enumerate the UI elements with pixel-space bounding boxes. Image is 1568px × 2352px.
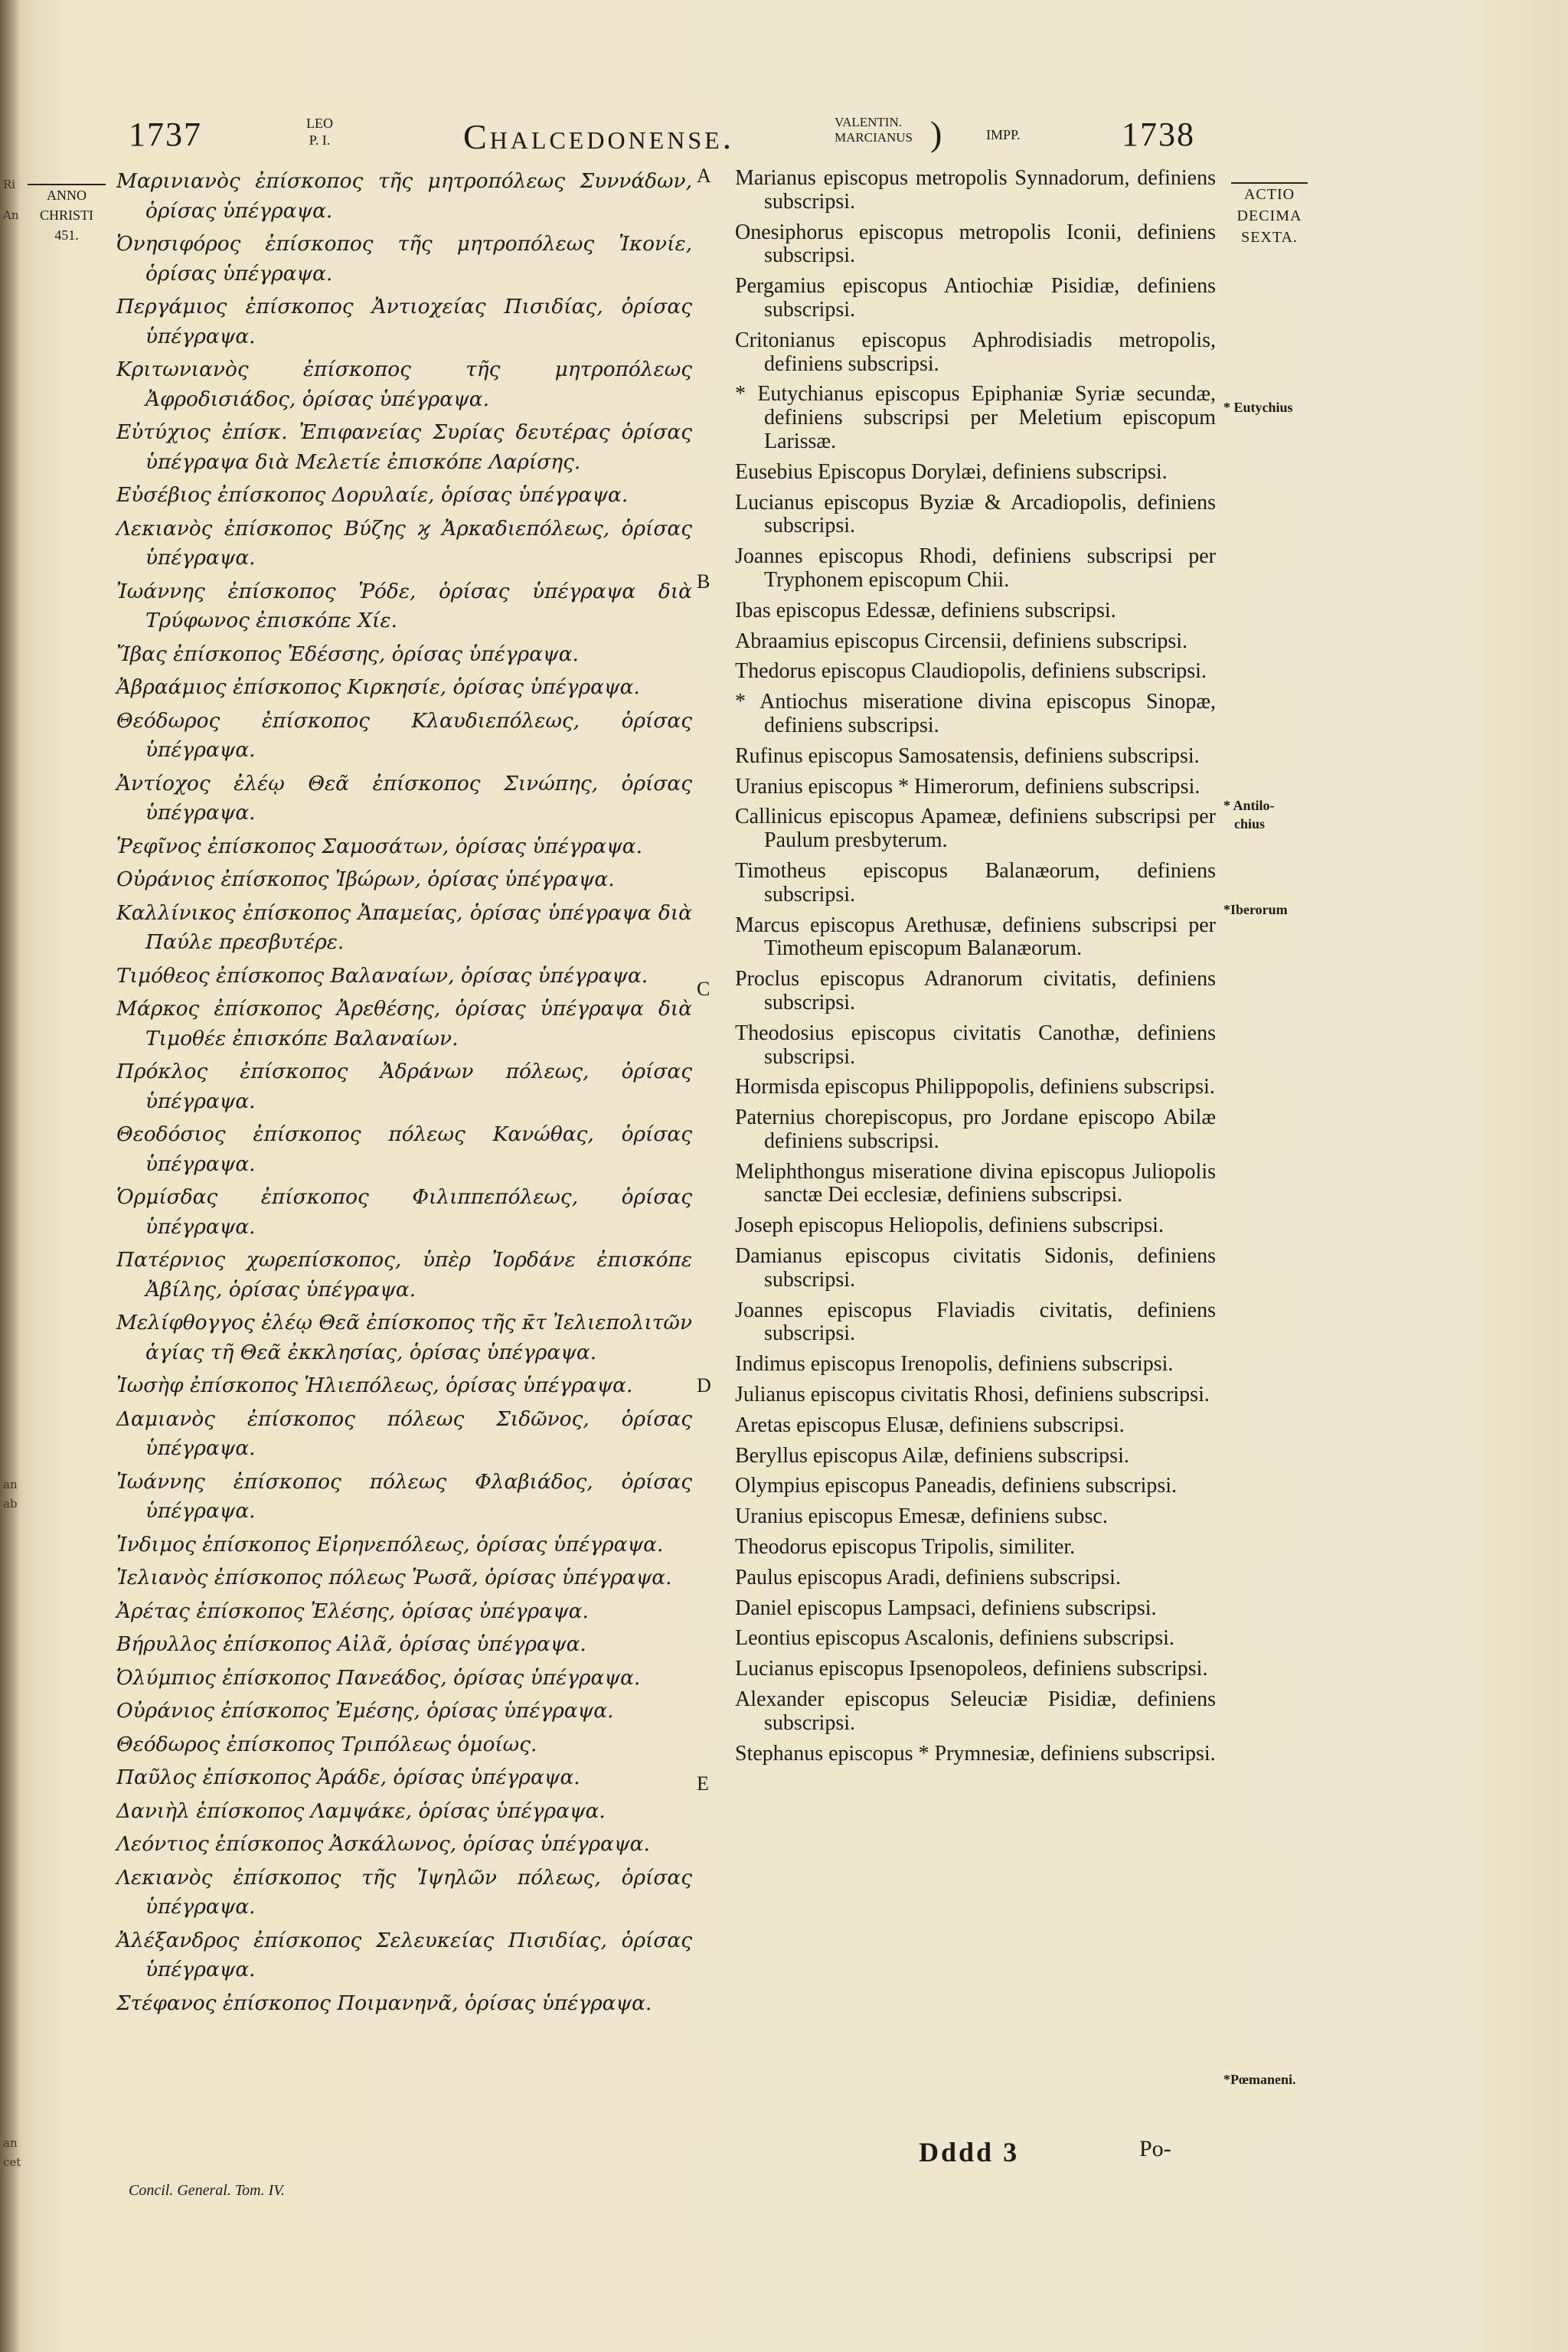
greek-entry: Ὀνησιφόρος ἐπίσκοπος τῆς μητροπόλεως Ἰκονίε, ὁρίσας ὑπέγραψα. [116,232,692,286]
margin-note-antilochius [1223,796,1275,833]
latin-entry: Thedorus episcopus Claudiopolis, definiens subscripsi. [735,659,1207,684]
latin-entry: Uranius episcopus * Himerorum, definiens subscripsi. [735,774,1200,799]
latin-entry: Lucianus episcopus Byziæ & Arcadiopolis, definiens subscripsi. [735,490,1216,538]
sexta-label: SEXTA. [1241,229,1298,246]
greek-entry: Ἰωάννης ἐπίσκοπος Ῥόδε, ὁρίσας ὑπέγραψα διὰ Τρύφωνος ἐπισκόπε Χίε. [116,579,692,632]
greek-entry: Λεκιανὸς ἐπίσκοπος τῆς Ἰψηλῶν πόλεως, ὁρίσας ὑπέγραψα. [116,1865,692,1919]
header-impp: IMPP. [986,127,1021,142]
note-line: chius [1234,816,1266,831]
greek-entry: Περγάμιος ἐπίσκοπος Ἀντιοχείας Πισιδίας, ὁρίσας ὑπέγραψα. [116,295,692,348]
emperor-valentin: VALENTIN. [835,115,902,129]
greek-entry: Ἰωσὴφ ἐπίσκοπος Ἡλιεπόλεως, ὁρίσας ὑπέγραψα. [116,1374,633,1397]
greek-entry: Καλλίνικος ἐπίσκοπος Ἀπαμείας, ὁρίσας ὑπέγραψα διὰ Παύλε πρεσβυτέρε. [116,900,692,954]
anno-label: ANNO [47,188,87,203]
latin-entry: Pergamius episcopus Antiochiæ Pisidiæ, definiens subscripsi. [735,274,1216,322]
greek-entry: Ἰελιανὸς ἐπίσκοπος πόλεως Ῥωσᾶ, ὁρίσας ὑπέγραψα. [116,1566,672,1589]
greek-entry: Μαρινιανὸς ἐπίσκοπος τῆς μητροπόλεως Συννάδων, ὁρίσας ὑπέγραψα. [116,169,692,223]
emperor-marcianus: MARCIANUS [835,130,913,145]
note-line: * Antilo- [1223,798,1275,813]
latin-entry: Alexander episcopus Seleuciæ Pisidiæ, definiens subscripsi. [735,1687,1216,1735]
greek-entry: Ῥεφῖνος ἐπίσκοπος Σαμοσάτων, ὁρίσας ὑπέγραψα. [116,834,643,858]
greek-entry: Ἰωάννης ἐπίσκοπος πόλεως Φλαβιάδος, ὁρίσας ὑπέγραψα. [116,1469,692,1523]
greek-entry: Τιμόθεος ἐπίσκοπος Βαλαναίων, ὁρίσας ὑπέγραψα. [116,963,648,988]
greek-column [116,167,692,2022]
greek-entry: Στέφανος ἐπίσκοπος Ποιμανηνᾶ, ὁρίσας ὑπέγραψα. [116,1991,652,2015]
decima-label: DECIMA [1236,207,1302,224]
margin-note-poemaneni: *Pœmaneni. [1223,2072,1296,2087]
header-emperors-right [835,115,913,145]
section-letter: C [697,978,710,1000]
latin-entry: Stephanus episcopus * Prymnesiæ, definiens subscripsi. [735,1741,1216,1766]
latin-entry: Joseph episcopus Heliopolis, definiens subscripsi. [735,1214,1164,1238]
latin-entry: Lucianus episcopus Ipsenopoleos, definiens subscripsi. [735,1657,1208,1681]
edge-fragment: ab [3,1497,18,1511]
latin-entry: Onesiphorus episcopus metropolis Iconii, definiens subscripsi. [735,220,1216,268]
margin-anno-christi [24,184,109,245]
signature-mark: Dddd 3 [919,2137,1020,2167]
latin-entry: Olympius episcopus Paneadis, definiens subscripsi. [735,1474,1178,1498]
greek-entry: Λεόντιος ἐπίσκοπος Ἀσκάλωνος, ὁρίσας ὑπέγραψα. [116,1832,650,1856]
latin-entry: Paternius chorepiscopus, pro Jordane episcopo Abilæ definiens subscripsi. [735,1106,1216,1153]
margin-note-eutychius: * Eutychius [1223,400,1293,415]
latin-entry: Callinicus episcopus Apameæ, definiens subscripsi per Paulum presbyterum. [735,805,1216,853]
greek-entry: Μελίφθογγος ἐλέῳ Θεᾶ ἐπίσκοπος τῆς κ̄τ Ἰελιεπολιτῶν ἁγίας τῆ Θεᾶ ἐκκλησίας, ὁρίσας ὑπέγραψα. [116,1311,692,1364]
section-letter: E [697,1772,709,1795]
latin-entry: Theodorus episcopus Tripolis, similiter. [735,1535,1076,1560]
greek-entry: Δανιὴλ ἐπίσκοπος Λαμψάκε, ὁρίσας ὑπέγραψα. [116,1798,606,1823]
latin-entry: Theodosius episcopus civitatis Canothæ, definiens subscripsi. [735,1021,1216,1069]
latin-entry: Meliphthongus miseratione divina episcopus Juliopolis sanctæ Dei ecclesiæ, definiens subscripsi. [735,1159,1216,1207]
greek-entry: Παῦλος ἐπίσκοπος Ἀράδε, ὁρίσας ὑπέγραψα. [116,1766,580,1789]
greek-entry: Οὐράνιος ἐπίσκοπος Ἰβώρων, ὁρίσας ὑπέγραψα. [116,867,615,891]
greek-entry: Μάρκος ἐπίσκοπος Ἀρεθέσης, ὁρίσας ὑπέγραψα διὰ Τιμοθέε ἐπισκόπε Βαλαναίων. [116,997,692,1050]
greek-entry: Ἀντίοχος ἐλέῳ Θεᾶ ἐπίσκοπος Σινώπης, ὁρίσας ὑπέγραψα. [116,771,692,825]
latin-entry: Marcus episcopus Arethusæ, definiens subscripsi per Timotheum episcopum Balanæorum. [735,913,1216,961]
section-letter: B [697,570,710,593]
latin-entry: Leontius episcopus Ascalonis, definiens subscripsi. [735,1626,1174,1651]
latin-entry: Uranius episcopus Emesæ, definiens subsc. [735,1504,1108,1529]
page-number-left: 1737 [129,116,202,153]
latin-entry: Hormisda episcopus Philippopolis, definiens subscripsi. [735,1075,1215,1099]
greek-entry: Εὐσέβιος ἐπίσκοπος Δορυλαίε, ὁρίσας ὑπέγραψα. [116,483,629,507]
latin-entry: * Eutychianus episcopus Epiphaniæ Syriæ secundæ, definiens subscripsi per Meletium episcopum Larissæ. [735,382,1216,453]
page-number-right: 1738 [1122,116,1195,153]
latin-entry: * Antiochus miseratione divina episcopus Sinopæ, definiens subscripsi. [735,690,1216,737]
greek-entry: Ἀρέτας ἐπίσκοπος Ἐλέσης, ὁρίσας ὑπέγραψα. [116,1599,589,1623]
edge-fragment: an [3,1478,18,1491]
greek-entry: Ὁρμίσδας ἐπίσκοπος Φιλιππεπόλεως, ὁρίσας ὑπέγραψα. [116,1185,692,1239]
margin-note-iberorum: *Iberorum [1223,902,1288,917]
edge-fragment: cet [3,2155,21,2169]
greek-entry: Ἀλέξανδρος ἐπίσκοπος Σελευκείας Πισιδίας, ὁρίσας ὑπέγραψα. [116,1928,692,1981]
actio-label: ACTIO [1243,186,1295,203]
latin-entry: Julianus episcopus civitatis Rhosi, definiens subscripsi. [735,1383,1210,1407]
greek-entry: Οὐράνιος ἐπίσκοπος Ἐμέσης, ὁρίσας ὑπέγραψα. [116,1699,614,1723]
latin-entry: Abraamius episcopus Circensii, definiens subscripsi. [735,629,1188,653]
latin-entry: Aretas episcopus Elusæ, definiens subscripsi. [735,1413,1125,1437]
latin-entry: Paulus episcopus Aradi, definiens subscripsi. [735,1565,1121,1589]
christi-label: CHRISTI [39,207,93,223]
latin-entry: Rufinus episcopus Samosatensis, definiens subscripsi. [735,743,1200,768]
greek-entry: Ἰνδιμος ἐπίσκοπος Εἰρηνεπόλεως, ὁρίσας ὑπέγραψα. [116,1532,664,1557]
latin-entry: Joannes episcopus Rhodi, definiens subscripsi per Tryphonem episcopum Chii. [735,544,1216,592]
edge-fragment: An [3,208,19,222]
greek-entry: Ἀβραάμιος ἐπίσκοπος Κιρκησίε, ὁρίσας ὑπέγραψα. [116,675,640,699]
emperor-name: LEO [306,116,333,131]
emperor-sub: P. I. [309,132,331,148]
greek-entry: Θεόδωρος ἐπίσκοπος Τριπόλεως ὁμοίως. [116,1732,537,1756]
greek-entry: Θεόδωρος ἐπίσκοπος Κλαυδιεπόλεως, ὁρίσας ὑπέγραψα. [116,708,692,762]
latin-entry: Ibas episcopus Edessæ, definiens subscripsi. [735,598,1116,622]
greek-entry: Εὐτύχιος ἐπίσκ. Ἐπιφανείας Συρίας δευτέρας ὁρίσας ὑπέγραψα διὰ Μελετίε ἐπισκόπε Λαρίσης. [116,420,692,474]
latin-entry: Timotheus episcopus Balanæorum, definiens subscripsi. [735,858,1216,906]
greek-entry: Λεκιανὸς ἐπίσκοπος Βύζης ϗ Ἀρκαδιεπόλεως, ὁρίσας ὑπέγραψα. [116,516,692,570]
greek-entry: Πρόκλος ἐπίσκοπος Ἀδράνων πόλεως, ὁρίσας ὑπέγραψα. [116,1060,692,1113]
latin-entry: Critonianus episcopus Aphrodisiadis metropolis, definiens subscripsi. [735,328,1216,376]
book-binding [0,0,20,2352]
latin-entry: Damianus episcopus civitatis Sidonis, definiens subscripsi. [735,1244,1216,1292]
greek-entry: Βήρυλλος ἐπίσκοπος Αἰλᾶ, ὁρίσας ὑπέγραψα. [116,1632,586,1656]
edge-fragment: an [3,2136,18,2150]
footer-volume-ref: Concil. General. Tom. IV. [129,2182,285,2199]
margin-actio [1223,182,1315,248]
year-label: 451. [54,227,79,243]
latin-entry: Beryllus episcopus Ailæ, definiens subscripsi. [735,1443,1129,1468]
latin-entry: Proclus episcopus Adranorum civitatis, definiens subscripsi. [735,967,1216,1014]
section-letter: D [697,1374,711,1396]
greek-entry: Ἴβας ἐπίσκοπος Ἐδέσσης, ὁρίσας ὑπέγραψα. [116,642,579,666]
section-letter: A [697,165,711,187]
catchword: Po- [1139,2136,1171,2161]
latin-entry: Joannes episcopus Flaviadis civitatis, definiens subscripsi. [735,1298,1216,1346]
running-title: Chalcedonense. [463,117,735,156]
greek-entry: Δαμιανὸς ἐπίσκοπος πόλεως Σιδῶνος, ὁρίσας ὑπέγραψα. [116,1406,692,1460]
header-emperor-left [306,115,333,149]
greek-entry: Ὀλύμπιος ἐπίσκοπος Πανεάδος, ὁρίσας ὑπέγραψα. [116,1665,641,1690]
header-brace: ) [930,114,942,153]
greek-entry: Θεοδόσιος ἐπίσκοπος πόλεως Κανώθας, ὁρίσας ὑπέγραψα. [116,1122,692,1176]
latin-entry: Marianus episcopus metropolis Synnadorum, definiens subscripsi. [735,166,1216,214]
latin-entry: Daniel episcopus Lampsaci, definiens subscripsi. [735,1596,1157,1620]
latin-column [735,167,1216,1772]
latin-entry: Eusebius Episcopus Dorylæi, definiens subscripsi. [735,459,1168,484]
greek-entry: Πατέρνιος χωρεπίσκοπος, ὑπὲρ Ἰορδάνε ἐπισκόπε Ἀβίλης, ὁρίσας ὑπέγραψα. [116,1248,692,1302]
edge-fragment: Ri [3,178,16,191]
latin-entry: Indimus episcopus Irenopolis, definiens subscripsi. [735,1352,1174,1377]
greek-entry: Κριτωνιανὸς ἐπίσκοπος τῆς μητροπόλεως Ἀφροδισιάδος, ὁρίσας ὑπέγραψα. [116,358,692,411]
